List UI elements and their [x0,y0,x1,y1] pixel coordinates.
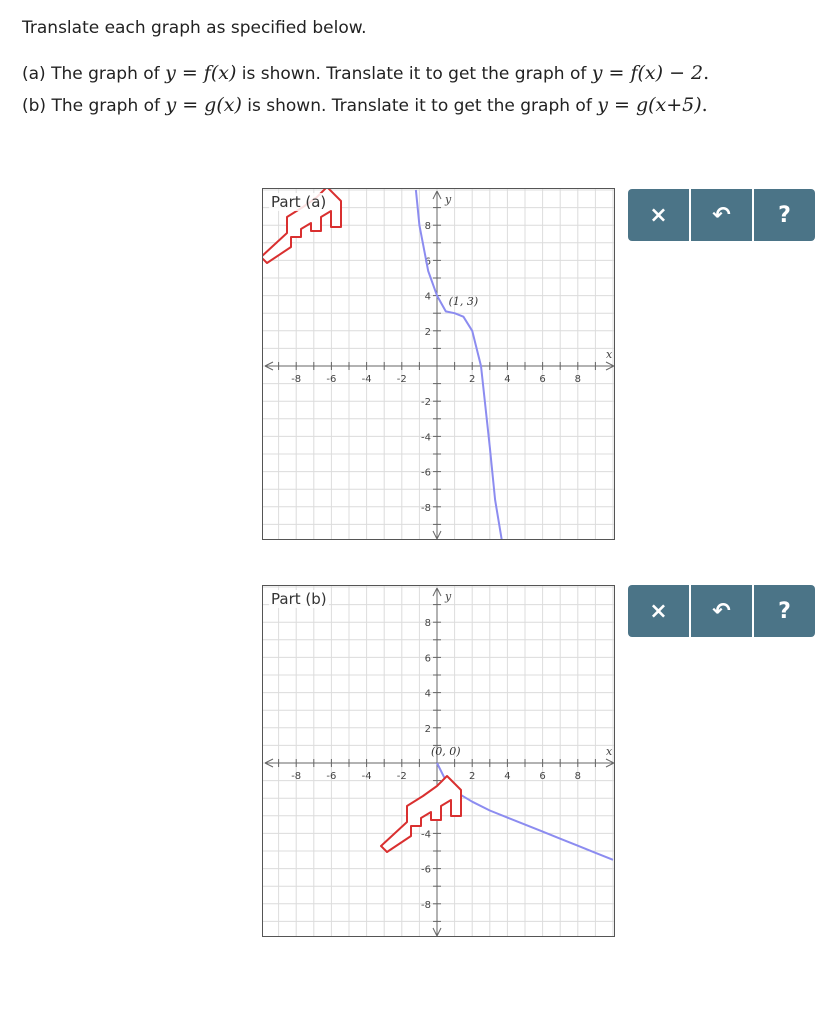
toolbar-part-a [628,189,815,241]
x-tick-label: -4 [361,771,372,782]
hand-outline [381,776,461,852]
y-tick-label: 8 [424,618,431,630]
y-tick-label: -8 [421,899,431,911]
question-a-prefix: (a) The graph of [22,64,166,84]
x-tick-label: -8 [291,771,302,782]
graph-b-canvas[interactable] [263,586,615,937]
x-tick-label: -6 [326,771,337,782]
question-b-suffix: . [701,94,708,116]
question-b-target-equation: y = g(x+5) [597,94,702,116]
y-axis-label: y [445,590,452,603]
x-tick-label: 8 [574,374,581,385]
graph-a-canvas[interactable] [263,189,615,540]
help-button-a[interactable] [752,189,815,241]
question-a-target-equation: y = f(x) − 2 [591,62,704,84]
x-tick-label: 6 [539,374,546,385]
y-tick-label: 2 [424,326,431,338]
x-tick-label: -6 [326,374,337,385]
question-a [22,62,709,84]
y-tick-label: -4 [421,829,431,841]
question-b-shown-equation: y = g(x) [165,94,242,116]
x-tick-label: 4 [504,374,511,385]
undo-button-a[interactable] [689,189,752,241]
y-tick-label: 8 [424,221,431,233]
x-tick-label: -2 [396,771,407,782]
x-tick-label: 4 [504,771,511,782]
x-tick-label: 2 [469,374,476,385]
undo-button-b[interactable] [689,585,752,637]
clear-button-b[interactable] [628,585,689,637]
y-tick-label: 6 [424,256,431,268]
y-tick-label: -6 [421,467,431,479]
undo-icon: ↶ [712,598,731,624]
y-tick-label: -6 [421,864,431,876]
x-axis-label: x [606,348,613,361]
clear-button-a[interactable] [628,189,689,241]
graph-a-label: Part (a) [271,193,327,211]
graph-part-b[interactable] [262,585,615,937]
y-tick-label: 6 [424,653,431,665]
point-label: (1, 3) [448,295,479,309]
help-icon: ? [778,202,791,228]
x-tick-label: -2 [396,374,407,385]
y-tick-label: -4 [421,432,431,444]
question-a-middle: is shown. Translate it to get the graph of [236,64,592,84]
hand-cursor-icon [381,776,461,852]
y-axis-label: y [445,193,452,206]
question-a-shown-equation: y = f(x) [165,62,237,84]
question-a-suffix: . [703,62,710,84]
y-tick-label: 2 [424,723,431,735]
x-tick-label: 6 [539,771,546,782]
y-tick-label: 4 [424,688,431,700]
undo-icon: ↶ [712,202,731,228]
x-tick-label: -4 [361,374,372,385]
toolbar-part-b [628,585,815,637]
grid [263,586,615,937]
close-icon: × [649,598,668,624]
graph-b-label: Part (b) [271,590,327,608]
question-b [22,94,708,116]
help-button-b[interactable] [752,585,815,637]
x-axis-label: x [606,745,613,758]
x-tick-label: 2 [469,771,476,782]
grid [263,189,615,540]
question-b-prefix: (b) The graph of [22,96,166,116]
y-tick-label: 4 [424,291,431,303]
y-tick-label: -8 [421,502,431,514]
y-tick-label: -2 [421,397,431,409]
point-label: (0, 0) [431,745,461,758]
question-b-middle: is shown. Translate it to get the graph of [241,96,598,116]
x-tick-label: 8 [574,771,581,782]
close-icon: × [649,202,668,228]
help-icon: ? [778,598,791,624]
graph-part-a[interactable] [262,188,615,540]
x-tick-label: -8 [291,374,302,385]
instructions: Translate each graph as specified below. [22,18,367,38]
